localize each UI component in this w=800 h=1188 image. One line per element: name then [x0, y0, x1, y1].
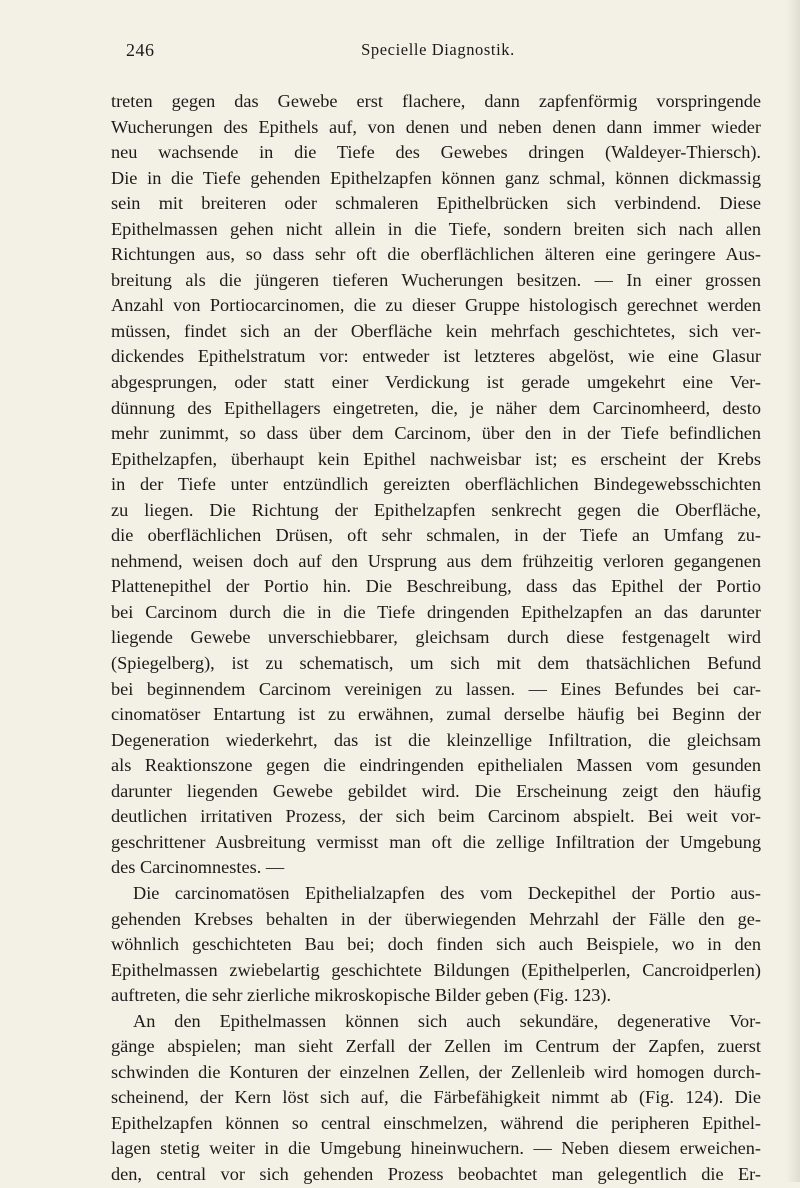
page-header	[126, 38, 750, 62]
text-line: lagen stetig weiter in die Umgebung hineinwuchern. — Neben diesem erweichen-	[111, 1138, 761, 1159]
text-line: die oberflächlichen Drüsen, oft sehr schmalen, in der Tiefe an Umfang zu-	[111, 525, 761, 546]
text-line: Degeneration wiederkehrt, das ist die kleinzellige Infiltration, die gleichsam	[111, 729, 761, 750]
text-line: Richtungen aus, so dass sehr oft die oberflächlichen älteren eine geringere Aus-	[111, 244, 761, 265]
text-line: schwinden die Konturen der einzelnen Zellen, der Zellenleib wird homogen durch-	[111, 1061, 761, 1082]
text-line: Anzahl von Portiocarcinomen, die zu dieser Gruppe histologisch gerechnet werden	[111, 295, 761, 316]
text-line: auftreten, die sehr zierliche mikroskopische Bilder geben (Fig. 123).	[111, 985, 612, 1006]
text-line: geschrittener Ausbreitung vermisst man oft die zellige Infiltration der Umgebung	[111, 831, 761, 852]
text-line: sein mit breiteren oder schmaleren Epithelbrücken sich verbindend. Diese	[111, 193, 761, 214]
text-line: Epithelzapfen können so central einschmelzen, während die peripheren Epithel-	[111, 1112, 761, 1133]
text-line: gehenden Krebses behalten in der überwiegenden Mehrzahl der Fälle den ge-	[111, 908, 761, 929]
text-line: Wucherungen des Epithels auf, von denen und neben denen dann immer wieder	[111, 116, 761, 137]
running-title: Specielle Diagnostik.	[361, 40, 515, 59]
text-line: deutlichen irritativen Prozess, der sich beim Carcinom abspielt. Bei weit vor-	[111, 806, 761, 827]
text-line: abgesprungen, oder statt einer Verdickung ist gerade umgekehrt eine Ver-	[111, 372, 761, 393]
text-line: darunter liegenden Gewebe gebildet wird. Die Erscheinung zeigt den häufig	[111, 780, 761, 801]
text-line: nehmend, weisen doch auf den Ursprung aus dem frühzeitig verloren gegangenen	[111, 550, 761, 571]
text-line: in der Tiefe unter entzündlich gereizten oberflächlichen Bindegewebsschichten	[111, 474, 761, 495]
text-line: scheinend, der Kern löst sich auf, die Färbefähigkeit nimmt ab (Fig. 124). Die	[111, 1087, 761, 1108]
text-line: des Carcinomnestes. —	[111, 857, 285, 878]
text-line: gänge abspielen; man sieht Zerfall der Zellen im Centrum der Zapfen, zuerst	[111, 1036, 761, 1057]
text-line: Epithelmassen gehen nicht allein in die Tiefe, sondern breiten sich nach allen	[111, 218, 761, 239]
text-line: Plattenepithel der Portio hin. Die Beschreibung, dass das Epithel der Portio	[111, 576, 761, 597]
text-line: Epithelmassen zwiebelartig geschichtete Bildungen (Epithelperlen, Cancroidperlen)	[111, 959, 761, 980]
text-line: (Spiegelberg), ist zu schematisch, um sich mit dem thatsächlichen Befund	[111, 653, 761, 674]
text-line: treten gegen das Gewebe erst flachere, dann zapfenförmig vorspringende	[111, 91, 761, 111]
text-line: bei beginnendem Carcinom vereinigen zu lassen. — Eines Befundes bei car-	[111, 678, 761, 699]
page-edge-shadow	[786, 0, 800, 1182]
text-line: Die in die Tiefe gehenden Epithelzapfen können ganz schmal, können dickmassig	[111, 167, 761, 188]
paragraph-1	[111, 89, 761, 881]
text-line: neu wachsende in die Tiefe des Gewebes dringen (Waldeyer-Thiersch).	[111, 142, 761, 163]
text-line: wöhnlich geschichteten Bau bei; doch finden sich auch Beispiele, wo in den	[111, 934, 761, 955]
text-line: dickendes Epithelstratum vor: entweder ist letzteres abgelöst, wie eine Glasur	[111, 346, 761, 367]
text-line: Epithelzapfen, überhaupt kein Epithel nachweisbar ist; es erscheint der Krebs	[111, 448, 761, 469]
text-line: bei Carcinom durch die in die Tiefe dringenden Epithelzapfen an das darunter	[111, 601, 761, 622]
text-line: müssen, findet sich an der Oberfläche kein mehrfach geschichtetes, sich ver-	[111, 320, 761, 341]
text-line: als Reaktionszone gegen die eindringenden epithelialen Massen vom gesunden	[111, 755, 761, 776]
text-line: breitung als die jüngeren tieferen Wucherungen besitzen. — In einer grossen	[111, 269, 761, 290]
page-number: 246	[126, 40, 155, 60]
body-text	[111, 89, 761, 1188]
paragraph-3	[111, 1009, 761, 1188]
text-line: Die carcinomatösen Epithelialzapfen des vom Deckepithel der Portio aus-	[133, 882, 761, 903]
text-line: den, central vor sich gehenden Prozess beobachtet man gelegentlich die Er-	[111, 1163, 761, 1184]
text-line: liegende Gewebe unverschiebbarer, gleichsam durch diese festgenagelt wird	[111, 627, 761, 648]
text-line: An den Epithelmassen können sich auch sekundäre, degenerative Vor-	[133, 1010, 761, 1031]
paragraph-2	[111, 881, 761, 1009]
text-line: zu liegen. Die Richtung der Epithelzapfen senkrecht gegen die Oberfläche,	[111, 499, 761, 520]
text-line: cinomatöser Entartung ist zu erwähnen, zumal derselbe häufig bei Beginn der	[111, 704, 761, 725]
text-line: dünnung des Epithellagers eingetreten, die, je näher dem Carcinomheerd, desto	[111, 397, 761, 418]
text-line: mehr zunimmt, so dass über dem Carcinom, über den in der Tiefe befindlichen	[111, 423, 761, 444]
